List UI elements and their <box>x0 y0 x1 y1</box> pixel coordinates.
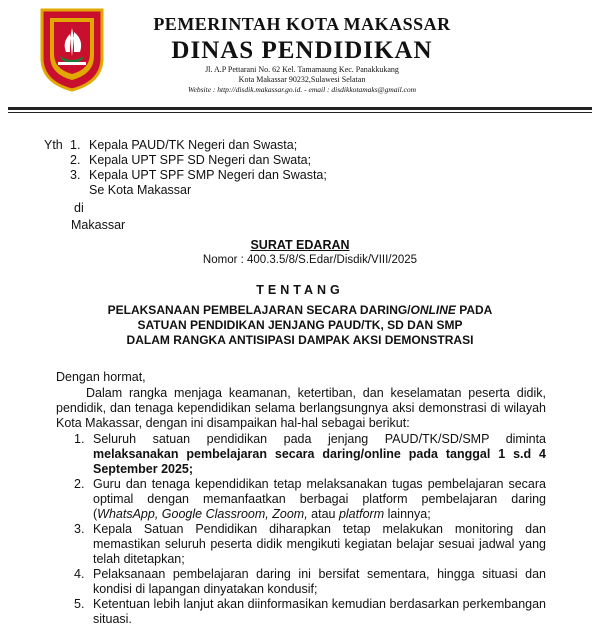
subject-line-3: DALAM RANGKA ANTISIPASI DAMPAK AKSI DEMONSTRASI <box>126 333 474 347</box>
recipient-number: 2. <box>70 153 81 167</box>
instruction-italic: platform <box>338 507 385 521</box>
instruction-number: 1. <box>74 432 85 446</box>
instruction-text: Ketentuan lebih lanjut akan diinformasikan kemudian berdasarkan perkembangan situasi. <box>93 597 546 626</box>
document-type: SURAT EDARAN <box>250 238 350 252</box>
instruction-number: 4. <box>74 567 85 581</box>
greeting: Dengan hormat, <box>56 370 146 384</box>
instruction-emphasis: melaksanakan pembelajaran secara daring/online pada tanggal 1 s.d 4 September 2025; <box>93 447 546 476</box>
instruction-text: atau <box>307 507 339 521</box>
instruction-item <box>74 432 546 477</box>
recipient-di: di <box>74 201 84 215</box>
office-city: Kota Makassar 90232,Sulawesi Selatan <box>238 75 366 84</box>
document-tentang: TENTANG <box>256 283 344 297</box>
recipient-region: Se Kota Makassar <box>89 183 192 197</box>
recipient-number: 3. <box>70 168 81 182</box>
instruction-item <box>74 597 546 627</box>
instruction-text: lainnya; <box>384 507 431 521</box>
letterhead <box>0 0 600 110</box>
subject-italic: ONLINE <box>410 303 456 317</box>
office-address: Jl. A.P Pettarani No. 62 Kel. Tamamaung Kec. Panakkukang <box>205 65 399 74</box>
instruction-italic: WhatsApp, Google Classroom, Zoom, <box>97 507 308 521</box>
recipient-place: Makassar <box>71 218 126 232</box>
recipient-text: Kepala PAUD/TK Negeri dan Swasta; <box>89 138 298 152</box>
intro-paragraph <box>56 386 546 431</box>
government-name: PEMERINTAH KOTA MAKASSAR <box>153 14 451 34</box>
instruction-item <box>74 477 546 522</box>
instruction-item <box>74 522 546 567</box>
letterhead-divider-thin <box>8 112 592 113</box>
instruction-number: 5. <box>74 597 85 611</box>
recipient-item <box>70 153 390 168</box>
intro-text: Dalam rangka menjaga keamanan, ketertiban, dan keselamatan peserta didik, pendidik, dan tenaga kependidikan selama berlangsungnya aksi demonstrasi di wilayah Kota Makassar, dengan ini disampaikan hal-hal sebagai berikut: <box>56 386 546 430</box>
recipient-number: 1. <box>70 138 81 152</box>
subject-line-1 <box>0 303 600 318</box>
instruction-text: Guru dan tenaga kependidikan tetap melaksanakan tugas pembelajaran secara optimal dengan memanfaatkan berbagai platform pembelajaran daring ( <box>93 477 546 521</box>
document-number: Nomor : 400.3.5/8/S.Edar/Disdik/VIII/2025 <box>202 254 418 266</box>
letterhead-divider-thick <box>8 107 592 110</box>
instruction-text: Kepala Satuan Pendidikan diharapkan tetap melakukan monitoring dan memastikan seluruh peserta didik mengikuti kegiatan belajar sesuai jadwal yang telah ditetapkan; <box>93 522 546 566</box>
instruction-number: 3. <box>74 522 85 536</box>
instruction-text: Seluruh satuan pendidikan pada jenjang PAUD/TK/SD/SMP diminta <box>93 432 546 446</box>
recipient-text: Kepala UPT SPF SD Negeri dan Swata; <box>89 153 312 167</box>
subject-line-2: SATUAN PENDIDIKAN JENJANG PAUD/TK, SD DAN SMP <box>137 318 463 332</box>
recipient-list <box>70 138 390 198</box>
recipient-item <box>70 168 390 183</box>
instruction-item <box>74 567 546 597</box>
salutation-yth: Yth <box>44 138 63 152</box>
subject-part: PELAKSANAAN PEMBELAJARAN SECARA DARING/ <box>107 303 411 317</box>
document-subject <box>0 303 600 348</box>
instruction-number: 2. <box>74 477 85 491</box>
office-name: DINAS PENDIDIKAN <box>171 37 433 64</box>
office-contact: Website : http://disdik.makassar.go.id. - email : disdikkotamaks@gmail.com <box>187 85 417 94</box>
subject-part: PADA <box>455 303 493 317</box>
recipient-item <box>70 138 390 153</box>
instruction-text: Pelaksanaan pembelajaran daring ini bersifat sementara, hingga situasi dan kondisi di lapangan dinyatakan kondusif; <box>93 567 546 596</box>
instruction-list <box>74 432 546 627</box>
recipient-text: Kepala UPT SPF SMP Negeri dan Swasta; <box>89 168 327 182</box>
city-emblem-icon <box>36 6 108 92</box>
